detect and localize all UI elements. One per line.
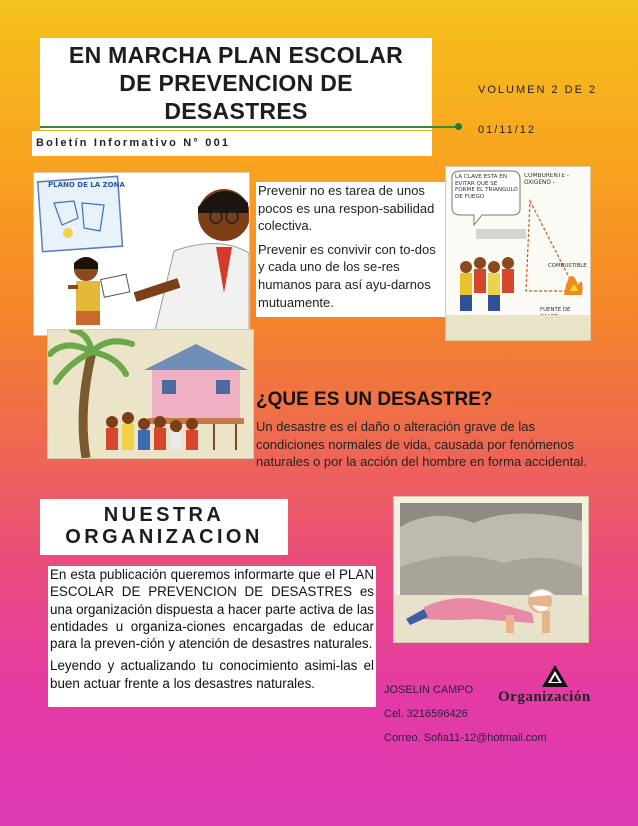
subtitle-box — [32, 131, 432, 156]
pyramid-logo-icon — [541, 664, 569, 688]
contact-phone: Cel. 3216596426 — [384, 708, 468, 720]
divider-dot — [455, 123, 462, 130]
newsletter-title — [40, 41, 432, 125]
header-divider — [40, 126, 460, 128]
desastre-definition: Un desastre es el daño o alteración grave de las condiciones normales de vida, causada por fenómenos naturales o por la acción del hombre en forma accidental. — [256, 419, 587, 470]
title-line-1: EN MARCHA PLAN ESCOLAR — [68, 42, 404, 68]
intro-paragraph-1: Prevenir no es tarea de unos pocos es una respon-sabilidad colectiva. — [258, 183, 435, 234]
organizacion-heading-line-1: NUESTRA — [103, 504, 225, 526]
label-heat-source: FUENTE DE — [540, 307, 571, 313]
intro-paragraph-2: Prevenir es convivir con to-dos y cada uno de los se-res humanos para así ayu-darnos mutuamente. — [258, 241, 436, 310]
volume-label: VOLUMEN 2 DE 2 — [478, 84, 598, 96]
label-oxidizer: COMBURENTE - OXIGENO - — [524, 173, 569, 186]
organizacion-heading-box — [40, 499, 288, 555]
label-fuel: COMBUSTIBLE — [548, 263, 587, 269]
illustration-fire-triangle — [445, 166, 591, 341]
title-box — [40, 38, 432, 130]
illustration-community-house — [47, 329, 254, 459]
map-sign-text: PLANO DE LA ZONA — [48, 181, 125, 189]
organizacion-paragraph-1: En esta publicación queremos informarte que el PLAN ESCOLAR DE PREVENCION DE DESASTRES es una organización dispuesta a hacer parte activa de las entidades u organiza-ciones encargadas de educar para la preven-ción y atención de desastres naturales. — [50, 567, 374, 652]
svg-text:PLANO DE LA ZONA — [48, 181, 125, 189]
organizacion-paragraph-2: Leyendo y actualizando tu conocimiento asimi-las el buen actuar frente a los desastres naturales. — [50, 658, 374, 691]
organizacion-body — [48, 566, 376, 707]
intro-text — [256, 182, 446, 317]
newsletter-subtitle: Boletín Informativo N° 001 — [36, 137, 231, 149]
organizacion-heading — [40, 504, 288, 548]
fire-bubble-text: LA CLAVE ESTA EN EVITAR QUE SE FORME EL TRIANGULO DE FUEGO — [455, 174, 518, 200]
organizacion-heading-line-2: ORGANIZACION — [65, 526, 263, 548]
desastre-heading: ¿QUE ES UN DESASTRE? — [256, 389, 493, 410]
organizacion-logo-label: Organización — [498, 689, 591, 705]
issue-date: 01/11/12 — [478, 124, 537, 136]
illustration-map-handoff — [33, 172, 250, 336]
title-line-3: DESASTRES — [164, 98, 308, 124]
contact-name: JOSELIN CAMPO — [384, 684, 474, 696]
illustration-crawling-man — [393, 496, 589, 643]
title-line-2: DE PREVENCION DE — [119, 70, 353, 96]
contact-email[interactable]: Correo. Sofia11-12@hotmail.com — [384, 732, 547, 744]
